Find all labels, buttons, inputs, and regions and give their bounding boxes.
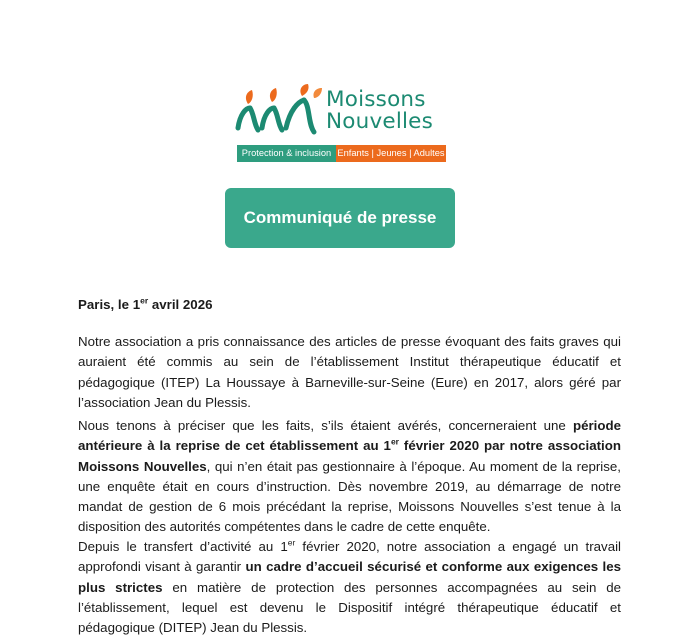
paragraph-3 [78,537,621,638]
paragraph-1: Notre association a pris connaissance des articles de presse évoquant des faits graves qui auraient été commis au sein de l’établissement Institut thérapeutique éducatif et pédagogique (ITEP) La Houssaye à Barneville-sur-Seine (Eure) en 2017, alors géré par l’association Jean du Plessis. [78,334,621,410]
p3-sup: er [287,537,296,548]
p3-part-b: février 2020, notre association a engagé un travail approfondi visant à garantir [78,539,621,575]
logo-tagline-left: Protection & inclusion [237,145,336,162]
moissons-nouvelles-logo [232,80,452,164]
p3-part-d: en matière de protection des personnes accompagnées au sein de l’établissement, lequel est devenu le Dispositif intégré thérapeutique éducatif et pédagogique (DITEP) Jean du Plessis. [78,579,621,636]
logo-name-line1: Moissons [326,87,426,112]
logo-tagline-right: Enfants | Jeunes | Adultes [336,145,446,162]
dateline-suffix: avril 2026 [148,297,213,312]
p3-bold-c: un cadre d’accueil sécurisé et conforme aux exigences les plus strictes [78,559,621,595]
press-release-banner: Communiqué de presse [225,188,455,248]
p2-part-a: Nous tenons à préciser que les faits, s’ils étaient avérés, concerneraient une [78,418,573,433]
dateline [78,295,621,315]
p3-part-a: Depuis le transfert d’activité au 1 [78,539,288,554]
wheat-sprouts-icon [232,84,324,140]
dateline-sup: er [140,295,149,306]
p2-bold-sup: er [390,436,399,447]
p2-bold-b: période antérieure à la reprise de cet établissement au 1 [78,418,621,454]
dateline-prefix: Paris, le 1 [78,297,141,312]
logo-name-line2: Nouvelles [326,109,433,134]
p2-bold-c: février 2020 par notre association Moissons Nouvelles [78,438,621,474]
p2-part-d: , qui n’en était pas gestionnaire à l’époque. Au moment de la reprise, une enquête était en cours d’instruction. Dès novembre 2019, au démarrage de notre mandat de gestion de 6 mois précédant la reprise, Moissons Nouvelles s’est tenue à la disposition des autorités compétentes dans le cadre de cette enquête. [78,458,621,535]
paragraph-2 [78,416,621,538]
